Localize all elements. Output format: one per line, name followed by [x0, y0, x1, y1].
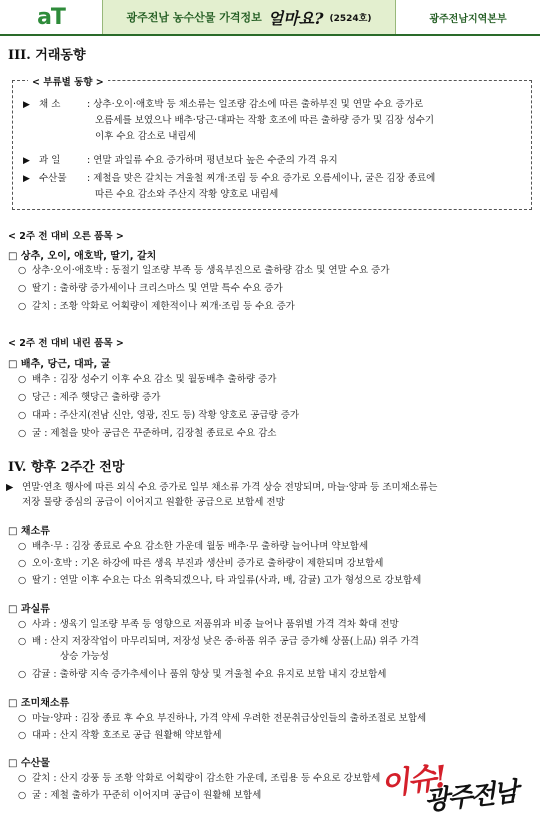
rising-items-heading: < 2주 전 대비 오른 품목 > [8, 231, 124, 242]
falling-items-heading: < 2주 전 대비 내린 품목 > [8, 338, 124, 349]
list-item-text: 딸기 : 출하량 증가세이나 크리스마스 및 연말 특수 수요 증가 [32, 283, 283, 294]
circle-bullet-icon: ○ [18, 265, 27, 276]
circle-bullet-icon: ○ [18, 374, 27, 385]
list-item-text: 배추·무 : 김장 종료로 수요 감소한 가운데 월동 배추·무 출하량 늘어나며 약보합세 [32, 541, 369, 552]
circle-bullet-icon: ○ [18, 575, 27, 586]
newsletter-title: 광주전남 농수산물 가격정보 [126, 11, 262, 24]
circle-bullet-icon: ○ [18, 392, 27, 403]
outlook-group-fruits: □ 과실류 [8, 604, 50, 615]
issue-number: (2524호) [329, 13, 372, 24]
circle-bullet-icon: ○ [18, 619, 27, 630]
list-item-text: 사과 : 생육기 일조량 부족 등 영향으로 저품위과 비중 늘어나 품위별 가격 격차 확대 전망 [32, 619, 399, 630]
outlook-intro-line: 연말·연초 행사에 따른 외식 수요 증가로 일부 채소류 가격 상승 전망되며, 마늘·양파 등 조미채소류는 [22, 482, 438, 493]
issue-gwangju-watermark [378, 756, 530, 817]
falling-items-group: □ 배추, 당근, 대파, 굴 [8, 359, 111, 370]
watermark-issue-text: 이슈! [378, 759, 448, 804]
list-item-text: 배추 : 김장 성수기 이후 수요 감소 및 월동배추 출하량 증가 [32, 374, 277, 385]
list-item-text: 당근 : 제주 햇당근 출하량 증가 [32, 392, 161, 403]
at-logo: aT [37, 4, 65, 30]
list-item-text: 대파 : 주산지(전남 신안, 영광, 진도 등) 작황 양호로 공급량 증가 [32, 410, 300, 421]
circle-bullet-icon: ○ [18, 773, 27, 784]
list-item-text: 대파 : 산지 작황 호조로 공급 원활해 약보합세 [32, 730, 222, 741]
circle-bullet-icon: ○ [18, 283, 27, 294]
outlook-group-seasoning: □ 조미채소류 [8, 698, 70, 709]
list-item-line: 배 : 산지 저장작업이 마무리되며, 저장성 낮은 중·하품 위주 공급 증가해 상품(上品) 위주 가격 [32, 636, 419, 647]
watermark-region-text: 광주전남 [422, 777, 519, 817]
triangle-bullet-icon: ▶ [6, 482, 14, 493]
list-item-text: 굴 : 제철을 맞아 공급은 꾸준하며, 김장철 종료로 수요 감소 [32, 428, 277, 439]
circle-bullet-icon: ○ [18, 713, 27, 724]
circle-bullet-icon: ○ [18, 428, 27, 439]
trend-text-line: : 상추·오이·애호박 등 채소류는 일조량 감소에 따른 출하부진 및 연말 수요 증가로 [87, 99, 424, 110]
list-item-line: 상승 가능성 [60, 651, 109, 662]
title-cell [102, 0, 396, 34]
circle-bullet-icon: ○ [18, 790, 27, 801]
triangle-bullet-icon: ▶ [23, 156, 30, 166]
outlook-intro-line: 저장 물량 중심의 공급이 이어지고 원활한 공급으로 보합세 전망 [22, 497, 285, 508]
circle-bullet-icon: ○ [18, 541, 27, 552]
trend-label: 과 일 [39, 155, 61, 166]
trend-text-line: 오름세를 보였으나 배추·당근·대파는 작황 호조에 따른 출하량 증가 및 김장 성수기 [95, 115, 435, 126]
trend-text-line: : 제철을 맞은 갈치는 겨울철 찌개·조림 등 수요 증가로 오름세이나, 굴은 김장 종료에 [87, 173, 436, 184]
trend-text [87, 97, 521, 145]
list-item-text: 갈치 : 산지 강풍 등 조황 악화로 어획량이 감소한 가운데, 조림용 등 수요로 강보합세 [32, 773, 381, 784]
circle-bullet-icon: ○ [18, 410, 27, 421]
section-title-outlook: IV. 향후 2주간 전망 [8, 460, 125, 475]
trend-text: : 연말 과일류 수요 증가하며 평년보다 높은 수준의 가격 유지 [87, 155, 338, 166]
logo-cell [0, 0, 102, 34]
list-item-text: 상추·오이·애호박 : 동절기 일조량 부족 등 생육부진으로 출하량 감소 및 연말 수요 증가 [32, 265, 390, 276]
list-item-text: 굴 : 제철 출하가 꾸준히 이어지며 공급이 원활해 보합세 [32, 790, 262, 801]
outlook-group-vegetables: □ 채소류 [8, 526, 50, 537]
list-item-text [32, 634, 528, 664]
section-title-trade: III. 거래동향 [8, 48, 86, 63]
rising-items-group: □ 상추, 오이, 애호박, 딸기, 갈치 [8, 251, 157, 262]
circle-bullet-icon: ○ [18, 636, 27, 647]
circle-bullet-icon: ○ [18, 669, 27, 680]
newsletter-brand: 얼마요? [267, 8, 324, 28]
circle-bullet-icon: ○ [18, 558, 27, 569]
trend-text-line: 따른 수요 감소와 주산지 작황 양호로 내림세 [95, 189, 279, 200]
list-item-text: 오이·호박 : 기온 하강에 따른 생육 부진과 생산비 증가로 출하량이 제한되며 강보합세 [32, 558, 384, 569]
list-item-text: 갈치 : 조황 악화로 어획량이 제한적이나 찌개·조림 등 수요 증가 [32, 301, 295, 312]
outlook-intro-text [22, 480, 534, 510]
document-header [0, 0, 540, 36]
trend-box [12, 80, 532, 210]
triangle-bullet-icon: ▶ [23, 174, 30, 184]
list-item-text: 마늘·양파 : 김장 종료 후 수요 부진하나, 가격 약세 우려한 전문취급상인들의 출하조절로 보합세 [32, 713, 427, 724]
trend-label: 채 소 [39, 99, 61, 110]
trend-label: 수산물 [39, 173, 67, 184]
list-item-text: 감귤 : 출하량 지속 증가추세이나 품위 향상 및 겨울철 수요 유지로 보합 내지 강보합세 [32, 669, 387, 680]
circle-bullet-icon: ○ [18, 301, 27, 312]
list-item-text: 딸기 : 연말 이후 수요는 다소 위축되겠으나, 타 과일류(사과, 배, 감귤) 고가 형성으로 강보합세 [32, 575, 422, 586]
triangle-bullet-icon: ▶ [23, 100, 30, 110]
trend-text [87, 171, 521, 203]
trend-box-legend: < 부류별 동향 > [28, 74, 108, 88]
circle-bullet-icon: ○ [18, 730, 27, 741]
outlook-group-seafood: □ 수산물 [8, 758, 50, 769]
organization-name: 광주전남지역본부 [429, 13, 507, 25]
trend-text-line: 이후 수요 감소로 내림세 [95, 131, 196, 142]
